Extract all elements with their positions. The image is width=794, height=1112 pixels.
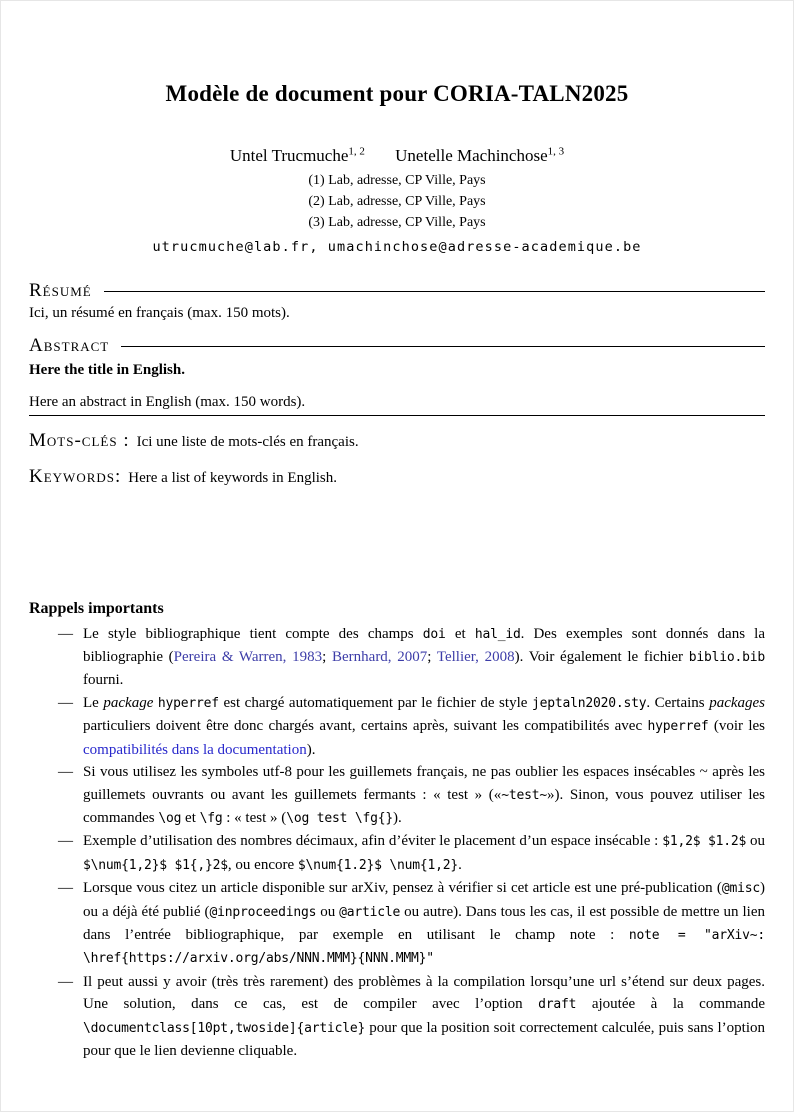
- text-run: ;: [427, 649, 437, 666]
- author-emails: utrucmuche@lab.fr, umachinchose@adresse-academique.be: [152, 238, 642, 255]
- author: [230, 146, 365, 165]
- citation-link[interactable]: Tellier, 2008: [436, 649, 515, 666]
- code-span: \documentclass[10pt,twoside]{article}: [83, 1020, 366, 1036]
- affiliation-line: (1) Lab, adresse, CP Ville, Pays: [308, 172, 486, 188]
- text-run: Le style bibliographique tient compte des champs: [83, 625, 423, 642]
- motscles-text: Ici une liste de mots-clés en français.: [136, 433, 359, 450]
- list-item: [58, 761, 765, 830]
- abstract-label: Abstract: [29, 334, 110, 356]
- dash-bullet: —: [58, 833, 73, 850]
- text-run: ou: [746, 833, 766, 850]
- affiliations-block: [29, 170, 765, 233]
- text-run: Si vous utilisez les symboles utf-8 pour les guillemets français, ne pas oublier les espaces insécables ~ après les guillemets ouvrants ou avant les guillemets fermants : « test » («: [83, 764, 765, 803]
- code-span: draft: [538, 997, 577, 1013]
- text-run: , ou encore: [227, 856, 298, 873]
- motscles-label: Mots-clés :: [29, 429, 130, 451]
- dash-bullet: —: [58, 764, 73, 781]
- text-run: ) ou a déjà été publié (: [83, 880, 765, 920]
- author-name: Untel Trucmuche: [229, 145, 349, 165]
- resume-label: Résumé: [29, 279, 92, 301]
- inline-link[interactable]: compatibilités dans la documentation: [83, 741, 307, 758]
- text-run: ou: [316, 903, 340, 920]
- code-span: ~test~: [501, 787, 548, 803]
- dash-bullet: —: [58, 625, 73, 642]
- text-run: ajoutée à la commande: [576, 996, 765, 1013]
- code-span: biblio.bib: [688, 650, 766, 666]
- keywords-line: [29, 466, 765, 488]
- text-run: ;: [322, 649, 332, 666]
- list-item: [58, 623, 765, 692]
- affiliation-line: (2) Lab, adresse, CP Ville, Pays: [308, 193, 486, 209]
- dash-bullet: —: [58, 973, 73, 990]
- author-name: Unetelle Machinchose: [395, 145, 548, 165]
- text-run: ). Voir également le fichier: [514, 649, 689, 666]
- code-span: \fg: [199, 810, 223, 826]
- author: [395, 146, 564, 165]
- author-affiliation-superscript: 1, 3: [547, 145, 565, 157]
- resume-text: Ici, un résumé en français (max. 150 mots).: [29, 304, 290, 321]
- text-run: . Certains: [646, 694, 710, 711]
- rappels-heading: Rappels importants: [29, 599, 164, 617]
- authors-line: [29, 145, 765, 166]
- code-span: $\num{1.2}$ \num{1,2}: [297, 857, 459, 873]
- keywords-label: Keywords:: [29, 465, 122, 487]
- text-run: ).: [306, 741, 316, 758]
- motscles-line: [29, 430, 765, 452]
- text-run: . Des exemples sont donnés dans la bibliographie (: [83, 625, 766, 666]
- affiliation-line: (3) Lab, adresse, CP Ville, Pays: [308, 214, 486, 230]
- abstract-text: Here an abstract in English (max. 150 words).: [29, 394, 765, 416]
- text-run: Exemple d’utilisation des nombres décimaux, afin d’éviter le placement d’un espace insécable :: [83, 833, 663, 850]
- resume-rule: [104, 291, 765, 292]
- code-span: $\num{1,2}$ $1{,}2$: [83, 857, 228, 873]
- paper-title: Modèle de document pour CORIA-TALN2025: [165, 81, 629, 106]
- list-item: [58, 830, 765, 877]
- dash-bullet: —: [58, 880, 73, 897]
- author-affiliation-superscript: 1, 2: [348, 145, 365, 157]
- keywords-text: Here a list of keywords in English.: [128, 469, 337, 486]
- text-run: est chargé automatiquement par le fichier de style: [218, 694, 532, 711]
- abstract-section-header: [29, 335, 765, 357]
- code-span: @inproceedings: [209, 904, 317, 920]
- text-run: Il peut aussi y avoir (très très rarement) des problèmes à la compilation lorsqu’une url s’étend sur deux pages. Une solution, dans ce cas, est de compiler avec l’option: [83, 973, 765, 1013]
- italic-run: package: [103, 694, 154, 711]
- list-item: [58, 692, 765, 761]
- text-run: et: [181, 809, 200, 826]
- text-run: particuliers doivent être donc chargés avant, certains après, suivant les compatibilités avec: [83, 718, 648, 735]
- text-run: Lorsque vous citez un article disponible sur arXiv, pensez à vérifier si cet article est une pré-publication (: [83, 880, 722, 897]
- text-run: pour que la position soit correctement calculée, puis sans l’option pour que le lien devienne cliquable.: [83, 1019, 765, 1059]
- code-span: @misc: [721, 881, 760, 897]
- abstract-english-title: Here the title in English.: [29, 361, 185, 378]
- text-run: et: [445, 625, 475, 642]
- code-span: hyperref: [157, 695, 219, 711]
- code-span: @article: [339, 904, 401, 920]
- code-span: \og test \fg{}: [286, 810, 394, 826]
- rappels-list: [58, 623, 765, 1063]
- code-span: jeptaln2020.sty: [531, 695, 647, 711]
- dash-bullet: —: [58, 694, 73, 711]
- code-span: \og: [158, 810, 182, 826]
- list-item: [58, 971, 765, 1063]
- italic-run: packages: [709, 694, 765, 711]
- abstract-rule: [121, 346, 765, 347]
- code-span: hyperref: [647, 719, 709, 735]
- code-span: $1,2$ $1.2$: [662, 834, 747, 850]
- text-run: : « test » (: [222, 809, 287, 826]
- citation-link[interactable]: Bernhard, 2007: [332, 649, 428, 666]
- citation-link[interactable]: Pereira & Warren, 1983: [173, 649, 323, 666]
- text-run: Le: [83, 694, 104, 711]
- code-span: note = "arXiv~: \href{https://arxiv.org/abs/NNN.MMM}{NNN.MMM}": [83, 927, 765, 967]
- text-run: fourni.: [83, 672, 124, 689]
- text-run: ou autre). Dans tous les cas, il est possible de mettre un lien dans l’entrée bibliographique, par exemple en utilisant le champ note :: [83, 903, 766, 943]
- text-run: ).: [393, 809, 402, 826]
- resume-section-header: [29, 280, 765, 302]
- code-span: doi: [422, 626, 446, 642]
- list-item: [58, 877, 765, 971]
- text-run: .: [458, 856, 462, 873]
- text-run: »). Sinon, vous pouvez utiliser les commandes: [83, 786, 765, 826]
- text-run: (voir les: [708, 718, 765, 735]
- code-span: hal_id: [474, 626, 521, 642]
